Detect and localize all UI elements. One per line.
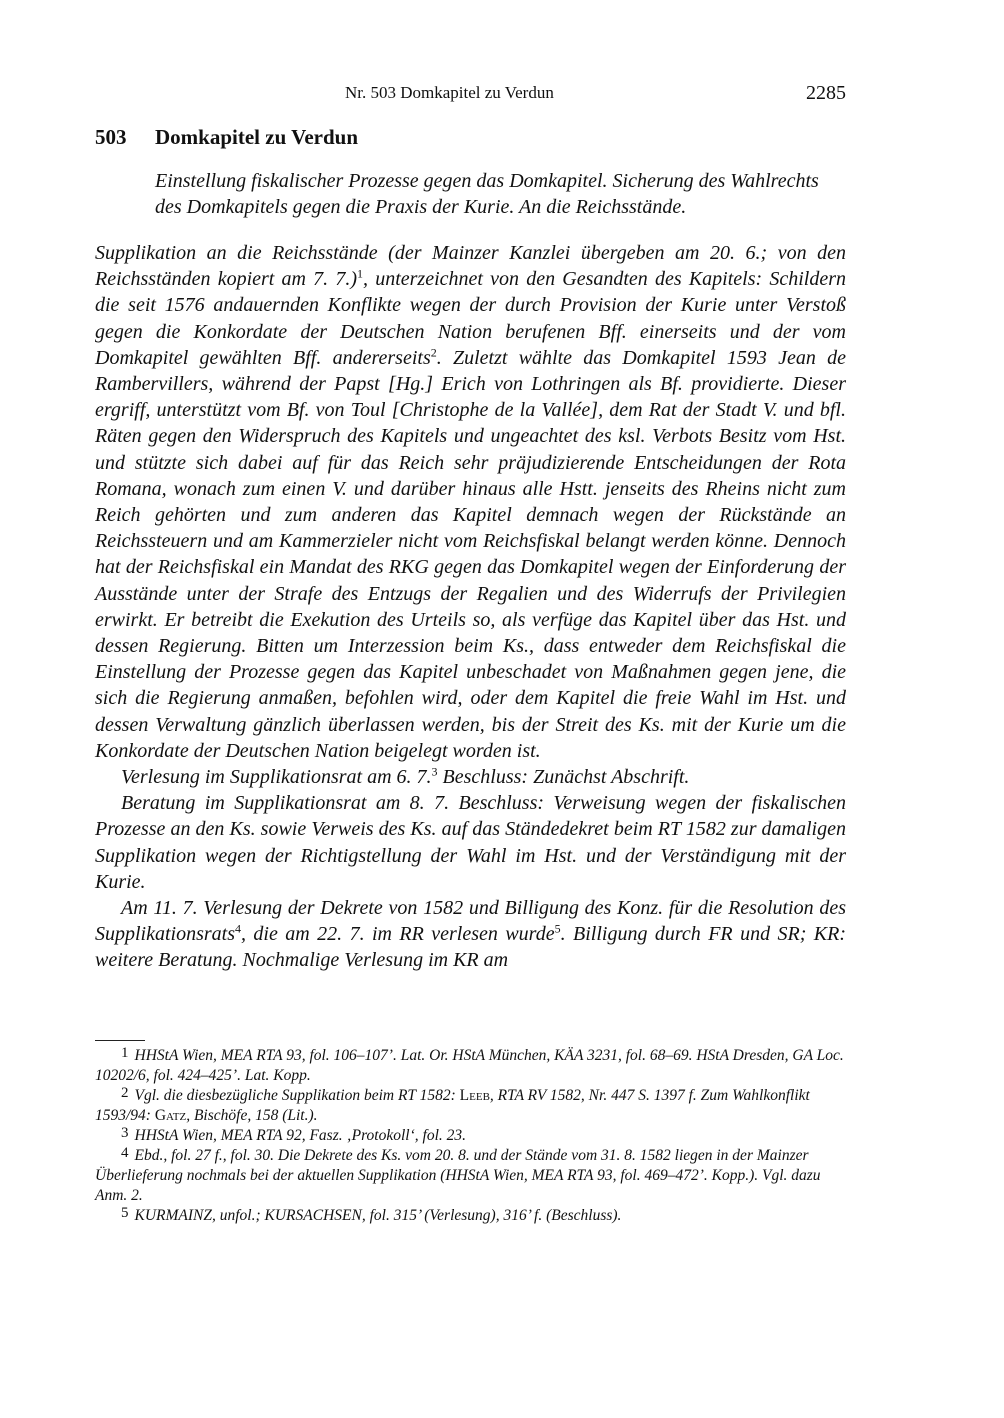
footnote-text: , Bischöfe, 158 (Lit.). bbox=[186, 1107, 318, 1124]
paragraph-text: . Billigung durch FR und SR; KR: weitere Beratung. Nochmalige Verlesung im KR am bbox=[95, 923, 847, 972]
footnote-divider bbox=[95, 1040, 145, 1041]
paragraph-reading bbox=[95, 764, 846, 790]
body-text bbox=[95, 240, 846, 974]
author-name: Leeb bbox=[459, 1087, 490, 1104]
regest: Einstellung fiskalischer Prozesse gegen das Domkapitel. Sicherung des Wahlrechts des Domkapitels gegen die Praxis der Kurie. An die Reichsstände. bbox=[155, 170, 819, 218]
footnote-5 bbox=[95, 1206, 846, 1226]
footnote-number: 3 bbox=[121, 1125, 129, 1141]
page-number: 2285 bbox=[806, 82, 846, 104]
document-number: 503 bbox=[95, 125, 127, 149]
footnote-text: KURMAINZ, unfol.; KURSACHSEN, fol. 315’ (Verlesung), 316’ f. (Beschluss). bbox=[134, 1207, 622, 1224]
footnote-number: 2 bbox=[121, 1085, 129, 1101]
author-name: Gatz bbox=[154, 1107, 187, 1124]
footnote-2 bbox=[95, 1086, 846, 1126]
footnote-ref-4[interactable]: 4 bbox=[235, 921, 242, 936]
footnote-ref-2[interactable]: 2 bbox=[430, 345, 437, 360]
footnote-number: 4 bbox=[121, 1145, 129, 1161]
paragraph-text: Am 11. 7. Verlesung der Dekrete von 1582 und Billigung des Konz. für die Resolution des Supplikationsrats bbox=[95, 897, 846, 946]
footnote-number: 1 bbox=[121, 1045, 129, 1061]
footnote-1 bbox=[95, 1046, 846, 1086]
footnote-ref-1[interactable]: 1 bbox=[357, 266, 364, 281]
paragraph-text: Supplikation an die Reichsstände (der Mainzer Kanzlei übergeben am 20. 6.; von den Reichsständen kopiert am 7. 7.) bbox=[95, 242, 846, 291]
footnote-3 bbox=[95, 1126, 846, 1146]
footnote-number: 5 bbox=[121, 1205, 129, 1221]
running-head bbox=[95, 80, 846, 106]
running-title: Nr. 503 Domkapitel zu Verdun bbox=[345, 83, 554, 102]
paragraph-supplication bbox=[95, 240, 846, 764]
footnote-text: Ebd., fol. 27 f., fol. 30. Die Dekrete des Ks. vom 20. 8. und der Stände vom 31. 8. 1582 liegen in der Mainzer Überlieferung nochmals bei der aktuellen Supplikation (HHStA Wien, MEA RTA 93, fol. 469–472’. Kopp.). Vgl. dazu Anm. 2. bbox=[95, 1147, 821, 1204]
document-title: Domkapitel zu Verdun bbox=[155, 125, 359, 149]
paragraph-resolution bbox=[95, 895, 846, 974]
paragraph-text: Verlesung im Supplikationsrat am 6. 7. bbox=[121, 766, 432, 789]
footnote-ref-5[interactable]: 5 bbox=[554, 921, 561, 936]
paragraph-text: , die am 22. 7. im RR verlesen wurde bbox=[241, 923, 555, 946]
paragraph-text: . Zuletzt wählte das Domkapitel 1593 Jean de Rambervillers, während der Papst [Hg.] Erich von Lothringen als Bf. providierte. Dieser ergriff, unterstützt vom Bf. von Toul [Christophe de la Vallée], dem Rat der Stadt V. und bfl. Räten gegen den Widerspruch des Kapitels und ungeachtet des ksl. Verbots Besitz vom Hst. und stützte sich dabei auf für das Reich sehr präjudizierende Entscheidungen der Rota Romana, wonach zum einen V. und darüber hinaus alle Hstt. jenseits des Rheins nicht zum Reich gehörten und zum anderen das Kapitel demnach wegen der Rückstände an Reichssteuern und am Kammerzieler nicht vom Reichsfiskal belangt werden könne. Dennoch hat der Reichsfiskal ein Mandat des RKG gegen das Domkapitel wegen der Einforderung der Ausstände unter der Strafe des Entzugs der Regalien und des Widerrufs der Privilegien erwirkt. Er betreibt die Exekution des Urteils so, als verfüge das Kapitel über das Hst. und dessen Regierung. Bitten um Interzession beim Ks., dass entweder dem Reichsfiskal die Einstellung der Prozesse gegen das Kapitel unbeschadet von Maßnahmen gegen jene, die sich die Regierung anmaßen, befohlen wird, oder dem Kapitel die freie Wahl im Hst. und dessen Verwaltung gänzlich überlassen werden, bis der Streit des Ks. mit der Kurie um die Konkordate der Deutschen Nation beigelegt worden ist. bbox=[95, 346, 846, 762]
paragraph-text: Beschluss: Zunächst Abschrift. bbox=[437, 766, 690, 789]
document-heading bbox=[95, 122, 358, 152]
footnote-ref-3[interactable]: 3 bbox=[431, 764, 438, 779]
footnote-text: Vgl. die diesbezügliche Supplikation beim RT 1582: bbox=[134, 1087, 460, 1104]
footnotes bbox=[95, 1046, 846, 1226]
footnote-4 bbox=[95, 1146, 846, 1206]
paragraph-deliberation: Beratung im Supplikationsrat am 8. 7. Beschluss: Verweisung wegen der fiskalischen Prozesse an den Ks. sowie Verweis des Ks. auf das Ständedekret beim RT 1582 zur damaligen Supplikation wegen der Richtigstellung der Wahl im Hst. und der Verständigung mit der Kurie. bbox=[95, 792, 846, 893]
paragraph-text: , unterzeichnet von den Gesandten des Kapitels: Schildern die seit 1576 andauernden Konflikte wegen der durch Provision der Kurie unter Verstoß gegen die Konkordate der Deutschen Nation berufenen Bff. einerseits und der vom Domkapitel gewählten Bff. andererseits bbox=[95, 268, 846, 369]
footnote-text: HHStA Wien, MEA RTA 92, Fasz. ‚Protokoll‘, fol. 23. bbox=[134, 1127, 467, 1144]
footnote-text: , RTA RV 1582, Nr. 447 S. 1397 f. Zum Wahlkonflikt 1593/94: bbox=[95, 1087, 810, 1124]
footnote-text: HHStA Wien, MEA RTA 93, fol. 106–107’. Lat. Or. HStA München, KÄA 3231, fol. 68–69. HStA Dresden, GA Loc. 10202/6, fol. 424–425’. Lat. Kopp. bbox=[95, 1047, 844, 1084]
